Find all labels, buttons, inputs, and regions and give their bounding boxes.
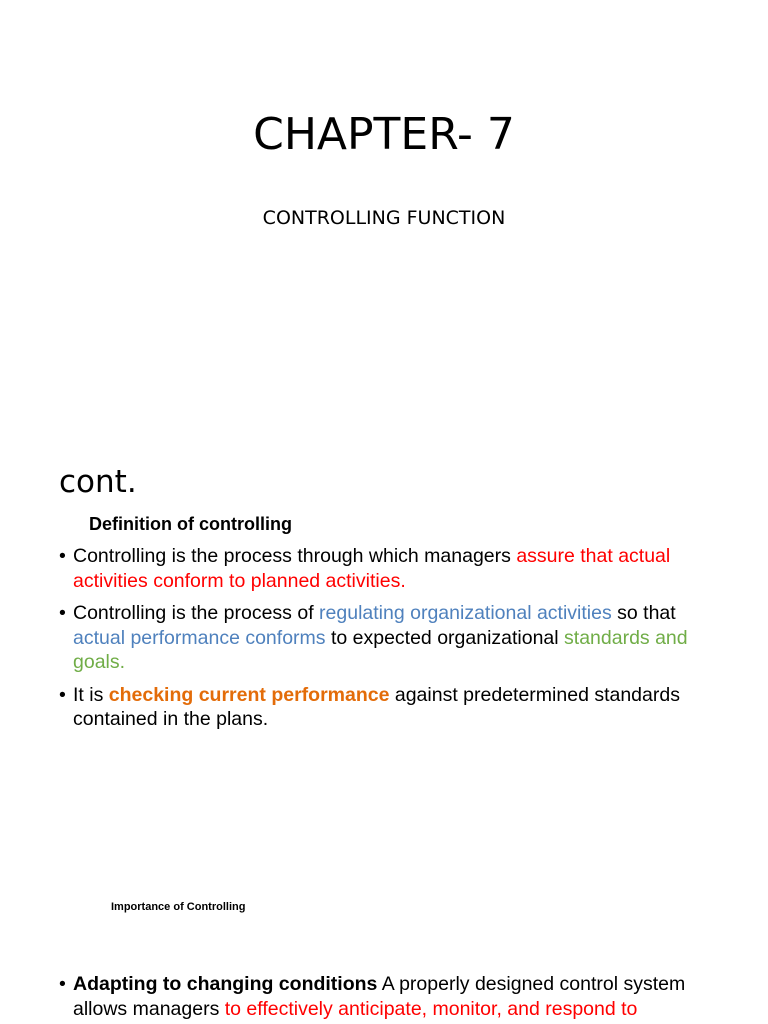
bullet-text: Controlling is the process through which managers (73, 545, 517, 567)
highlighted-text: regulating organizational activities (319, 602, 612, 624)
bullet-item (59, 683, 709, 732)
bullet-item (59, 601, 709, 675)
bullet-marker: • (59, 973, 66, 995)
bullet-text: so that (611, 602, 676, 624)
bullet-text: A properly designed control system allows managers (73, 973, 686, 1020)
bullet-item (59, 544, 709, 593)
chapter-subtitle: CONTROLLING FUNCTION (262, 207, 506, 229)
highlighted-text: assure that actual activities conform to planned activities. (73, 545, 671, 592)
highlighted-text: to effectively anticipate, monitor, and respond to (224, 997, 638, 1020)
bullet-text: It is (73, 683, 109, 706)
highlighted-text: actual performance conforms (73, 626, 326, 649)
content-slide (0, 440, 768, 1024)
bullet-marker: • (59, 545, 66, 567)
bullet-marker: • (59, 602, 66, 624)
bullet-text: against predetermined standards contained in the plans. (73, 683, 680, 730)
bullet-text: to expected organizational (325, 626, 565, 649)
bullet-text: Controlling is the process of (73, 602, 320, 624)
importance-bullet-list (59, 972, 709, 1021)
bold-term: Adapting to changing conditions (73, 973, 378, 995)
chapter-title: CHAPTER- 7 (253, 109, 515, 160)
bullet-item (59, 972, 709, 1021)
title-slide (0, 0, 768, 440)
highlighted-text: standards and goals. (73, 626, 688, 673)
slide-heading: cont. (59, 464, 137, 500)
highlighted-text: checking current performance (108, 683, 390, 706)
definition-subheading: Definition of controlling (89, 514, 292, 534)
definition-bullet-list (59, 544, 709, 740)
importance-heading: Importance of Controlling (111, 901, 246, 913)
bullet-marker: • (59, 683, 66, 706)
